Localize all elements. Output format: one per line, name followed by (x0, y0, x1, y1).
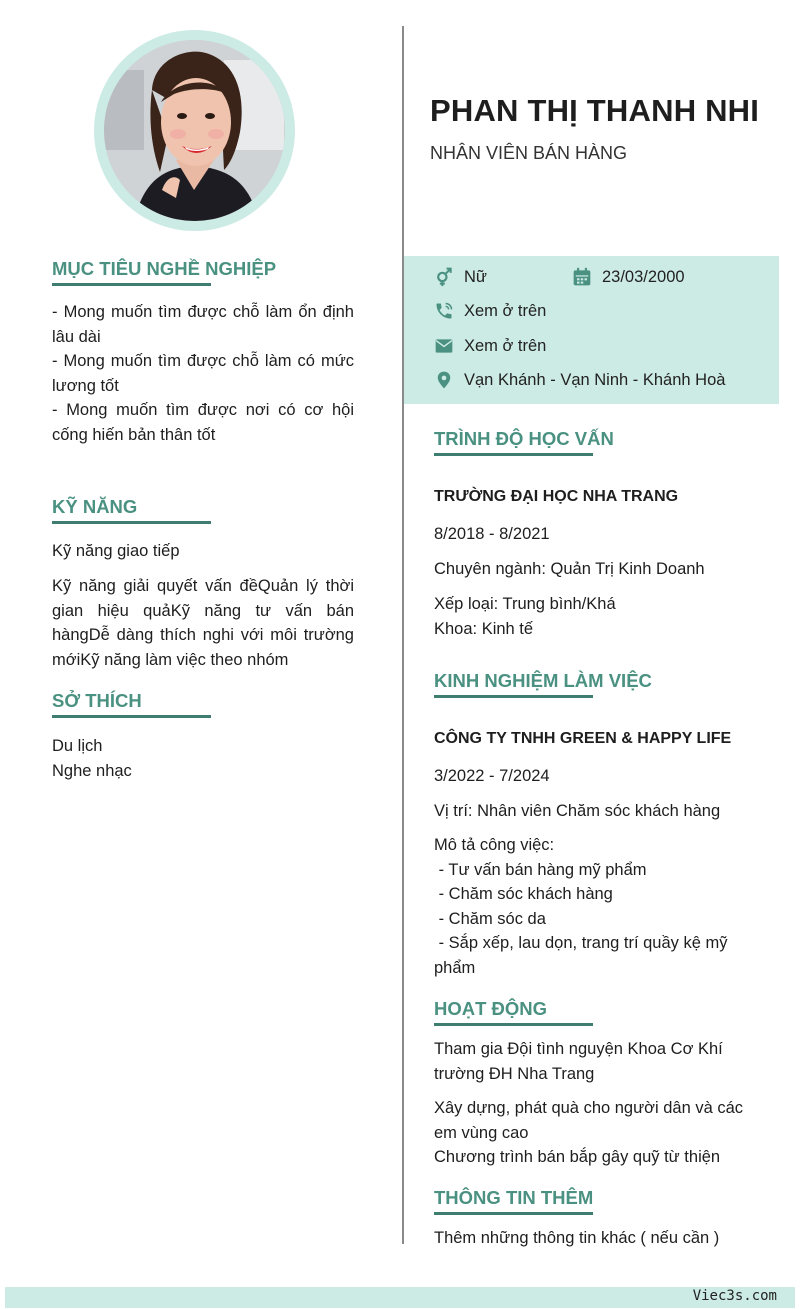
experience-position: Vị trí: Nhân viên Chăm sóc khách hàng (434, 802, 721, 820)
objective-underline (52, 283, 211, 286)
birthday-value: 23/03/2000 (602, 267, 685, 286)
full-name: PHAN THỊ THANH NHI (430, 93, 760, 128)
extra-text: Thêm những thông tin khác ( nếu cần ) (434, 1229, 720, 1247)
experience-period: 3/2022 - 7/2024 (434, 767, 550, 785)
contact-panel (404, 256, 779, 404)
skills-heading: KỸ NĂNG (52, 496, 138, 517)
experience-company: CÔNG TY TNHH GREEN & HAPPY LIFE (434, 730, 732, 747)
gender-icon (434, 267, 454, 287)
contact-address (434, 370, 725, 390)
skill-item: Kỹ năng giao tiếp (52, 542, 180, 560)
email-value: Xem ở trên (464, 336, 547, 355)
education-grade: Xếp loại: Trung bình/Khá (434, 595, 616, 613)
experience-description (434, 833, 744, 980)
column-divider (402, 26, 404, 1244)
hobbies-list (52, 734, 354, 783)
activities-heading: HOẠT ĐỘNG (434, 998, 548, 1019)
extra-underline (434, 1212, 593, 1215)
skill-item: Kỹ năng giải quyết vấn đềQuản lý thời gian hiệu quảKỹ năng tư vấn bán hàngDễ dàng thích nghi với môi trường mớiKỹ năng làm việc theo nhóm (52, 577, 354, 669)
contact-birthday (572, 267, 685, 287)
hobby-item: Du lịch (52, 737, 103, 755)
experience-task: - Chăm sóc khách hàng (434, 885, 613, 903)
contact-email (434, 336, 546, 356)
education-details (434, 592, 779, 641)
experience-underline (434, 695, 593, 698)
experience-desc-title: Mô tả công việc: (434, 836, 555, 854)
objective-line: - Mong muốn tìm được chỗ làm ổn định lâu dài (52, 303, 354, 346)
education-period: 8/2018 - 8/2021 (434, 525, 550, 543)
hobby-item: Nghe nhạc (52, 761, 132, 780)
contact-gender (434, 267, 487, 287)
objective-line: - Mong muốn tìm được chỗ làm có mức lương tốt (52, 352, 354, 395)
skills-underline (52, 521, 211, 524)
extra-heading: THÔNG TIN THÊM (434, 1187, 594, 1208)
activity-item: Xây dựng, phát quà cho người dân và các em vùng cao (434, 1099, 744, 1142)
footer-bar (5, 1287, 795, 1308)
objective-heading: MỤC TIÊU NGHỀ NGHIỆP (52, 258, 277, 279)
calendar-icon (572, 267, 592, 287)
location-icon (434, 370, 454, 390)
objective-line: - Mong muốn tìm được nơi có cơ hội cống hiến bản thân tốt (52, 401, 354, 444)
activity-item: Tham gia Đội tình nguyện Khoa Cơ Khí trường ĐH Nha Trang (434, 1040, 723, 1083)
phone-value: Xem ở trên (464, 301, 547, 320)
address-value: Vạn Khánh - Vạn Ninh - Khánh Hoà (464, 370, 726, 389)
objective-text (52, 300, 354, 447)
education-major: Chuyên ngành: Quản Trị Kinh Doanh (434, 560, 705, 578)
avatar (104, 40, 285, 221)
education-faculty: Khoa: Kinh tế (434, 619, 534, 638)
education-school: TRƯỜNG ĐẠI HỌC NHA TRANG (434, 488, 679, 505)
contact-phone (434, 301, 546, 321)
footer-brand[interactable]: Viec3s.com (692, 1288, 777, 1304)
experience-task: - Chăm sóc da (434, 909, 546, 928)
education-underline (434, 453, 593, 456)
experience-heading: KINH NGHIỆM LÀM VIỆC (434, 670, 652, 691)
education-heading: TRÌNH ĐỘ HỌC VẤN (434, 428, 614, 449)
avatar-photo (104, 40, 285, 221)
experience-task: - Tư vấn bán hàng mỹ phẩm (434, 860, 647, 879)
experience-task: - Sắp xếp, lau dọn, trang trí quầy kệ mỹ phẩm (434, 934, 733, 977)
activity-item: Chương trình bán bắp gây quỹ từ thiện (434, 1148, 721, 1166)
avatar-ring (94, 30, 295, 231)
phone-icon (434, 301, 454, 321)
gender-value: Nữ (464, 267, 487, 286)
hobbies-heading: SỞ THÍCH (52, 690, 142, 711)
email-icon (434, 336, 454, 356)
activities-underline (434, 1023, 593, 1026)
hobbies-underline (52, 715, 211, 718)
job-title: NHÂN VIÊN BÁN HÀNG (430, 143, 628, 163)
